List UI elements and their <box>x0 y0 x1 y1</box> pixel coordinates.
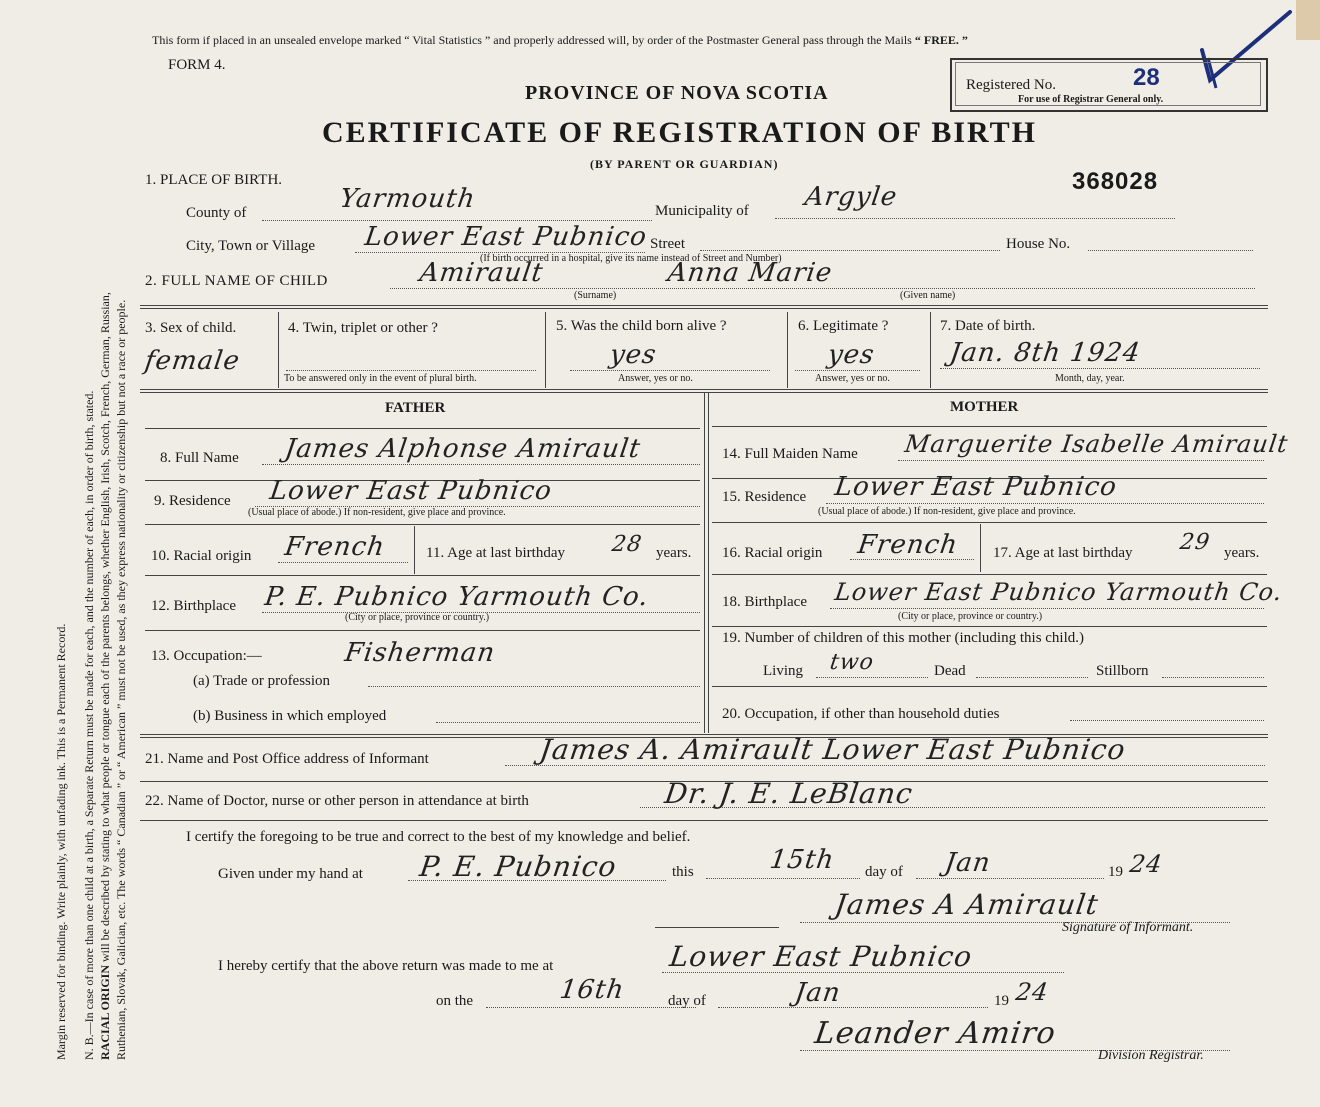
father-name-value: James Alphonse Amirault <box>282 434 643 464</box>
mother-age-unit: years. <box>1224 545 1260 561</box>
father-race-line <box>278 562 408 563</box>
postal-notice <box>152 33 968 48</box>
page-title: CERTIFICATE OF REGISTRATION OF BIRTH <box>322 116 1037 149</box>
mother-occupation-label: 20. Occupation, if other than household duties <box>722 706 1000 722</box>
father-trade-line <box>368 686 700 687</box>
county-value: Yarmouth <box>337 184 478 214</box>
column-divider <box>787 312 788 388</box>
certify-statement: I certify the foregoing to be true and correct to the best of my knowledge and belief. <box>186 829 691 845</box>
alive-line <box>570 370 770 371</box>
mother-name-line <box>898 460 1264 461</box>
registrar-statement: I hereby certify that the above return was made to me at <box>218 958 554 974</box>
informant-signature: James A Amirault <box>832 888 1101 921</box>
father-birthplace-value: P. E. Pubnico Yarmouth Co. <box>262 582 651 612</box>
divider <box>145 575 700 576</box>
informant-label: 21. Name and Post Office address of Informant <box>145 751 429 767</box>
given-month-line <box>916 878 1104 879</box>
place-of-birth-label: 1. PLACE OF BIRTH. <box>145 172 283 188</box>
margin-line-3 <box>98 292 113 1060</box>
column-divider <box>708 393 709 733</box>
divider <box>140 308 1268 309</box>
twin-line <box>286 370 536 371</box>
child-name-label: 2. FULL NAME OF CHILD <box>145 273 328 289</box>
dead-label: Dead <box>934 663 966 679</box>
dob-line <box>940 368 1260 369</box>
given-day-line <box>706 878 860 879</box>
father-race-label: 10. Racial origin <box>151 548 252 564</box>
postal-free: “ FREE. ” <box>914 33 968 47</box>
twin-label: 4. Twin, triplet or other ? <box>288 320 438 336</box>
divider <box>712 426 1267 427</box>
registered-label: Registered No. <box>966 77 1056 93</box>
divider <box>145 428 700 429</box>
given-name-caption: (Given name) <box>900 290 956 301</box>
county-label: County of <box>186 205 247 221</box>
mother-occupation-line <box>1070 720 1264 721</box>
divider <box>712 686 1267 687</box>
given-place-value: P. E. Pubnico <box>417 850 619 883</box>
father-residence-value: Lower East Pubnico <box>267 476 555 506</box>
this-label: this <box>672 864 694 880</box>
dob-caption: Month, day, year. <box>1055 373 1125 384</box>
father-residence-caption: (Usual place of abode.) If non-resident, give place and province. <box>248 507 506 518</box>
day-of-label: day of <box>865 864 903 880</box>
alive-label: 5. Was the child born alive ? <box>556 318 727 334</box>
divider <box>140 305 1268 306</box>
father-business-line <box>436 722 700 723</box>
margin-line-4: Ruthenian, Slovak, Galician, etc. The words “ Canadian ” or “ American ” must not be used, as they express nationality or citizenship but not a race or people. <box>114 299 128 1060</box>
father-name-label: 8. Full Name <box>160 450 239 466</box>
father-race-value: French <box>282 532 388 562</box>
column-divider <box>980 524 981 572</box>
registrar-year-prefix: 19 <box>994 993 1009 1009</box>
mother-birthplace-line <box>830 608 1264 609</box>
doctor-value: Dr. J. E. LeBlanc <box>662 777 916 810</box>
father-age-unit: years. <box>656 545 692 561</box>
rule <box>655 927 779 928</box>
margin-line-3-text: will be described by stating to what people or tongue each of the parents belongs, whether English, Irish, Scotch, French, German, Russian, <box>98 292 112 965</box>
street-label: Street <box>650 236 685 252</box>
divider <box>140 389 1268 390</box>
dead-line <box>976 677 1088 678</box>
on-the-label: on the <box>436 993 474 1009</box>
given-month-value: Jan <box>942 848 993 878</box>
mother-residence-label: 15. Residence <box>722 489 807 505</box>
given-day-value: 15th <box>767 845 837 875</box>
divider <box>712 574 1267 575</box>
registrar-caption: Division Registrar. <box>1098 1048 1204 1063</box>
sex-label: 3. Sex of child. <box>145 320 237 336</box>
registrar-year-value: 24 <box>1014 978 1051 1006</box>
father-birthplace-label: 12. Birthplace <box>151 598 236 614</box>
father-occupation-value: Fisherman <box>342 638 498 668</box>
mother-name-label: 14. Full Maiden Name <box>722 446 858 462</box>
father-birthplace-caption: (City or place, province or country.) <box>345 612 490 623</box>
father-occupation-label: 13. Occupation:— <box>151 648 262 664</box>
legitimate-value: yes <box>825 340 877 370</box>
living-value: two <box>828 650 876 675</box>
column-divider <box>545 312 546 388</box>
informant-value: James A. Amirault Lower East Pubnico <box>537 733 1128 766</box>
registered-number: 28 <box>1133 64 1160 91</box>
municipality-value: Argyle <box>802 182 900 212</box>
father-residence-label: 9. Residence <box>154 493 231 509</box>
registrar-month-value: Jan <box>792 978 843 1008</box>
house-number-label: House No. <box>1006 236 1071 252</box>
legitimate-line <box>795 370 920 371</box>
column-divider <box>930 312 931 388</box>
column-divider <box>278 312 279 388</box>
street-line <box>700 250 1000 251</box>
alive-caption: Answer, yes or no. <box>618 373 693 384</box>
surname-caption: (Surname) <box>574 290 617 301</box>
mother-age-value: 29 <box>1178 530 1212 555</box>
mother-residence-caption: (Usual place of abode.) If non-resident, give place and province. <box>818 506 1076 517</box>
city-value: Lower East Pubnico <box>362 222 650 252</box>
mother-race-label: 16. Racial origin <box>722 545 823 561</box>
living-label: Living <box>763 663 803 679</box>
living-line <box>816 677 928 678</box>
father-heading: FATHER <box>385 400 446 416</box>
mother-residence-value: Lower East Pubnico <box>832 472 1120 502</box>
stillborn-line <box>1162 677 1264 678</box>
county-line <box>262 220 652 221</box>
twin-note: To be answered only in the event of plural birth. <box>284 373 477 384</box>
registrar-day-value: 16th <box>557 975 627 1005</box>
mother-birthplace-caption: (City or place, province or country.) <box>898 611 1043 622</box>
legitimate-label: 6. Legitimate ? <box>798 318 889 334</box>
mother-name-value: Marguerite Isabelle Amirault <box>903 430 1291 458</box>
registrar-month-line <box>718 1007 988 1008</box>
dob-value: Jan. 8th 1924 <box>947 338 1143 368</box>
alive-value: yes <box>607 340 659 370</box>
mother-residence-line <box>826 503 1264 504</box>
father-business-label: (b) Business in which employed <box>193 708 387 724</box>
stillborn-label: Stillborn <box>1096 663 1149 679</box>
column-divider <box>414 526 415 574</box>
mother-heading: MOTHER <box>950 399 1019 415</box>
legitimate-caption: Answer, yes or no. <box>815 373 890 384</box>
child-given-value: Anna Marie <box>665 258 835 288</box>
city-label: City, Town or Village <box>186 238 316 254</box>
registrar-signature: Leander Amiro <box>812 1016 1059 1051</box>
registrar-day-line <box>486 1007 696 1008</box>
house-number-line <box>1088 250 1253 251</box>
form-number: FORM 4. <box>168 57 226 73</box>
divider <box>140 820 1268 821</box>
dob-label: 7. Date of birth. <box>940 318 1036 334</box>
racial-origin-heading: RACIAL ORIGIN <box>98 964 112 1060</box>
margin-line-2: N. B.—In case of more than one child at a birth, a Separate Return must be made for each, and the number of each, in order of birth, stated. <box>82 390 96 1060</box>
father-name-line <box>262 464 700 465</box>
given-year-value: 24 <box>1128 850 1165 878</box>
year-prefix: 19 <box>1108 864 1123 880</box>
registrar-day-of-label: day of <box>668 993 706 1009</box>
father-trade-label: (a) Trade or profession <box>193 673 331 689</box>
column-divider <box>704 393 705 733</box>
divider <box>145 524 700 525</box>
father-age-label: 11. Age at last birthday <box>426 545 565 561</box>
given-under-label: Given under my hand at <box>218 866 363 882</box>
doctor-label: 22. Name of Doctor, nurse or other person in attendance at birth <box>145 793 529 809</box>
father-age-value: 28 <box>610 532 644 557</box>
province-heading: PROVINCE OF NOVA SCOTIA <box>525 82 829 104</box>
mother-birthplace-value: Lower East Pubnico Yarmouth Co. <box>833 578 1285 606</box>
registered-note: For use of Registrar General only. <box>1018 94 1164 105</box>
child-surname-value: Amirault <box>417 258 546 288</box>
mother-birthplace-label: 18. Birthplace <box>722 594 807 610</box>
serial-number: 368028 <box>1072 168 1159 195</box>
municipality-line <box>775 218 1175 219</box>
mother-race-value: French <box>855 530 961 560</box>
margin-line-1: Margin reserved for binding. Write plainly, with unfading ink. This is a Permanent Record. <box>54 623 68 1060</box>
hospital-note: (If birth occurred in a hospital, give its name instead of Street and Number) <box>480 253 782 264</box>
page-subtitle: (BY PARENT OR GUARDIAN) <box>590 157 779 171</box>
divider <box>712 626 1267 627</box>
informant-signature-caption: Signature of Informant. <box>1062 920 1194 935</box>
mother-age-label: 17. Age at last birthday <box>993 545 1133 561</box>
divider <box>712 522 1267 523</box>
sex-value: female <box>142 346 242 376</box>
child-name-line <box>390 288 1255 289</box>
divider <box>145 630 700 631</box>
municipality-label: Municipality of <box>655 203 749 219</box>
registrar-place-value: Lower East Pubnico <box>667 940 975 973</box>
postal-notice-text: This form if placed in an unsealed envelope marked “ Vital Statistics ” and properly addressed will, by order of the Postmaster General pass through the Mails <box>152 33 912 47</box>
mother-children-label: 19. Number of children of this mother (including this child.) <box>722 630 1085 646</box>
